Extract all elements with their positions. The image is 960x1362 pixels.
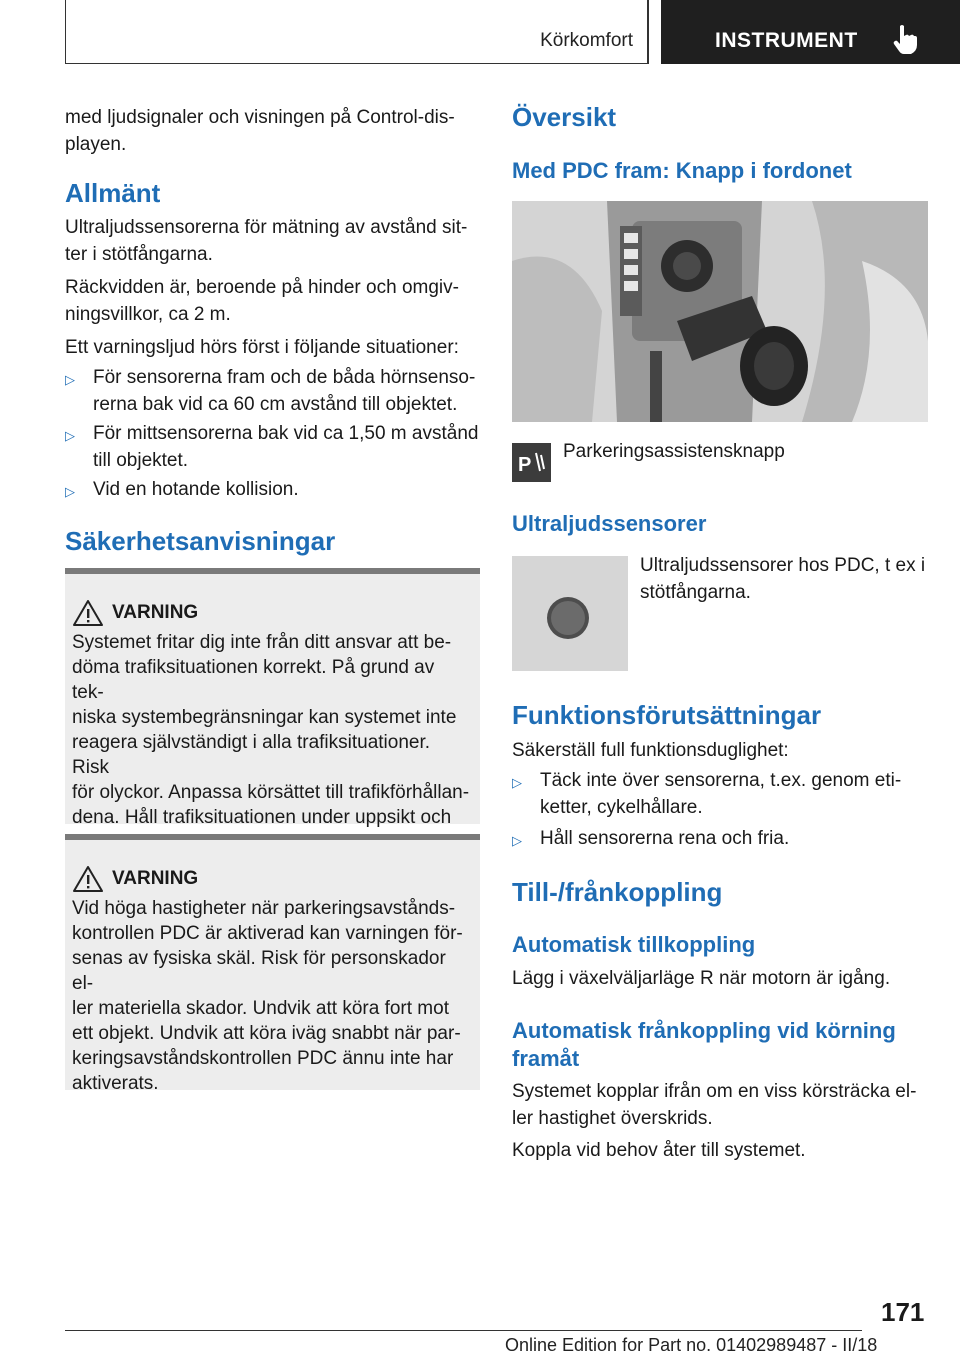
text-line: senas av fysiska skäl. Risk för personskador el- (72, 948, 446, 994)
warning-box (65, 834, 480, 1094)
list-item (65, 364, 485, 420)
allmant-paragraph-2 (65, 274, 459, 328)
auto-off-paragraph-2: Koppla vid behov åter till systemet. (512, 1140, 806, 1161)
warning-title: VARNING (112, 868, 199, 889)
triangle-bullet-icon: ▷ (65, 428, 75, 443)
header-section-box (65, 0, 649, 64)
heading-oversikt: Översikt (512, 102, 617, 132)
heading-automatisk-tillkoppling: Automatisk tillkoppling (512, 932, 756, 957)
text-line: aktiverats. (72, 1073, 159, 1094)
text-line: för olyckor. Anpassa körsättet till trafikförhållan- (72, 782, 470, 803)
text-line: Räckvidden är, beroende på hinder och omgiv- (65, 277, 459, 298)
text-line: niska systembegränsningar kan systemet inte (72, 707, 457, 728)
auto-on-text: Lägg i växelväljarläge R när motorn är igång. (512, 968, 891, 989)
text-line: Systemet fritar dig inte från ditt ansvar att be- (72, 632, 452, 653)
text-line: med ljudsignaler och visningen på Control-dis- (65, 107, 455, 128)
list-item (65, 420, 485, 476)
text-line: rerna bak vid ca 60 cm avstånd till objektet. (93, 394, 458, 415)
parking-assist-icon (512, 443, 551, 482)
triangle-bullet-icon: ▷ (65, 484, 75, 499)
intro-paragraph (65, 104, 455, 158)
text-line: ketter, cykelhållare. (540, 797, 703, 818)
text-line: Ultraljudssensorerna för mätning av avstånd sit- (65, 217, 468, 238)
text-line: Systemet kopplar ifrån om en viss körsträcka el- (512, 1081, 917, 1102)
button-caption: Parkeringsassistensknapp (563, 441, 785, 462)
list-item (65, 476, 485, 504)
heading-till-frankoppling: Till-/frånkoppling (512, 877, 723, 907)
footer-divider (65, 1330, 862, 1331)
text-line: Ultraljudssensorer hos PDC, t ex i (640, 555, 926, 576)
heading-ultraljudssensorer: Ultraljudssensorer (512, 511, 707, 536)
svg-text:P: P (518, 454, 532, 476)
chapter-title: INSTRUMENT (715, 29, 858, 52)
sensors-text (640, 552, 925, 606)
heading-sakerhetsanvisningar: Säkerhetsanvisningar (65, 526, 336, 556)
text-line: keringsavståndskontrollen PDC ännu inte har (72, 1048, 454, 1069)
text-line: För sensorerna fram och de båda hörnsenso- (93, 367, 476, 388)
warning-title: VARNING (112, 602, 199, 623)
triangle-bullet-icon: ▷ (512, 775, 522, 790)
heading-automatisk-frankoppling (512, 1017, 896, 1073)
text-line: framåt (512, 1046, 580, 1071)
allmant-paragraph-1 (65, 214, 467, 268)
text-line: reagera självständigt i alla trafiksituationer. Risk (72, 732, 431, 778)
text-line: Automatisk frånkoppling vid körning (512, 1018, 896, 1043)
text-line: ter i stötfångarna. (65, 244, 213, 265)
sensor-photo (512, 556, 628, 671)
funktion-intro: Säkerställ full funktionsduglighet: (512, 740, 789, 761)
pointing-hand-icon (893, 24, 917, 54)
warning-box (65, 568, 480, 828)
text-line: Vid höga hastigheter när parkeringsavstånds- (72, 898, 456, 919)
allmant-paragraph-3: Ett varningsljud hörs först i följande situationer: (65, 337, 459, 358)
text-line: Vid en hotande kollision. (93, 479, 299, 500)
text-line: kontrollen PDC är aktiverad kan varningen för- (72, 923, 463, 944)
triangle-bullet-icon: ▷ (512, 833, 522, 848)
warning-triangle-icon (72, 599, 104, 627)
text-line: ler hastighet överskrids. (512, 1108, 713, 1129)
list-item (512, 767, 932, 823)
section-title: Körkomfort (540, 30, 633, 51)
text-line: För mittsensorerna bak vid ca 1,50 m avstånd (93, 423, 479, 444)
warning-text (72, 630, 470, 855)
text-line: till objektet. (93, 450, 189, 471)
text-line: ett objekt. Undvik att köra iväg snabbt när par- (72, 1023, 461, 1044)
text-line: stötfångarna. (640, 582, 751, 603)
center-console-photo (512, 201, 928, 422)
header-chapter-box (661, 0, 960, 64)
warning-triangle-icon (72, 865, 104, 893)
text-line: playen. (65, 134, 127, 155)
edition-text: Online Edition for Part no. 01402989487 - II/18 (505, 1335, 878, 1355)
triangle-bullet-icon: ▷ (65, 372, 75, 387)
text-line: ler materiella skador. Undvik att köra fort mot (72, 998, 449, 1019)
text-line: Håll sensorerna rena och fria. (540, 828, 790, 849)
warning-text (72, 896, 470, 1096)
text-line: ningsvillkor, ca 2 m. (65, 304, 231, 325)
text-line: döma trafiksituationen korrekt. På grund av tek- (72, 657, 435, 703)
page-number: 171 (881, 1297, 925, 1327)
auto-off-paragraph-1 (512, 1078, 916, 1132)
text-line: dena. Håll trafiksituationen under uppsikt och (72, 807, 452, 828)
subheading-pdc: Med PDC fram: Knapp i fordonet (512, 158, 852, 183)
heading-allmant: Allmänt (65, 178, 161, 208)
heading-funktionsforutsattningar: Funktionsförutsättningar (512, 700, 822, 730)
list-item (512, 825, 932, 853)
text-line: Täck inte över sensorerna, t.ex. genom eti- (540, 770, 902, 791)
